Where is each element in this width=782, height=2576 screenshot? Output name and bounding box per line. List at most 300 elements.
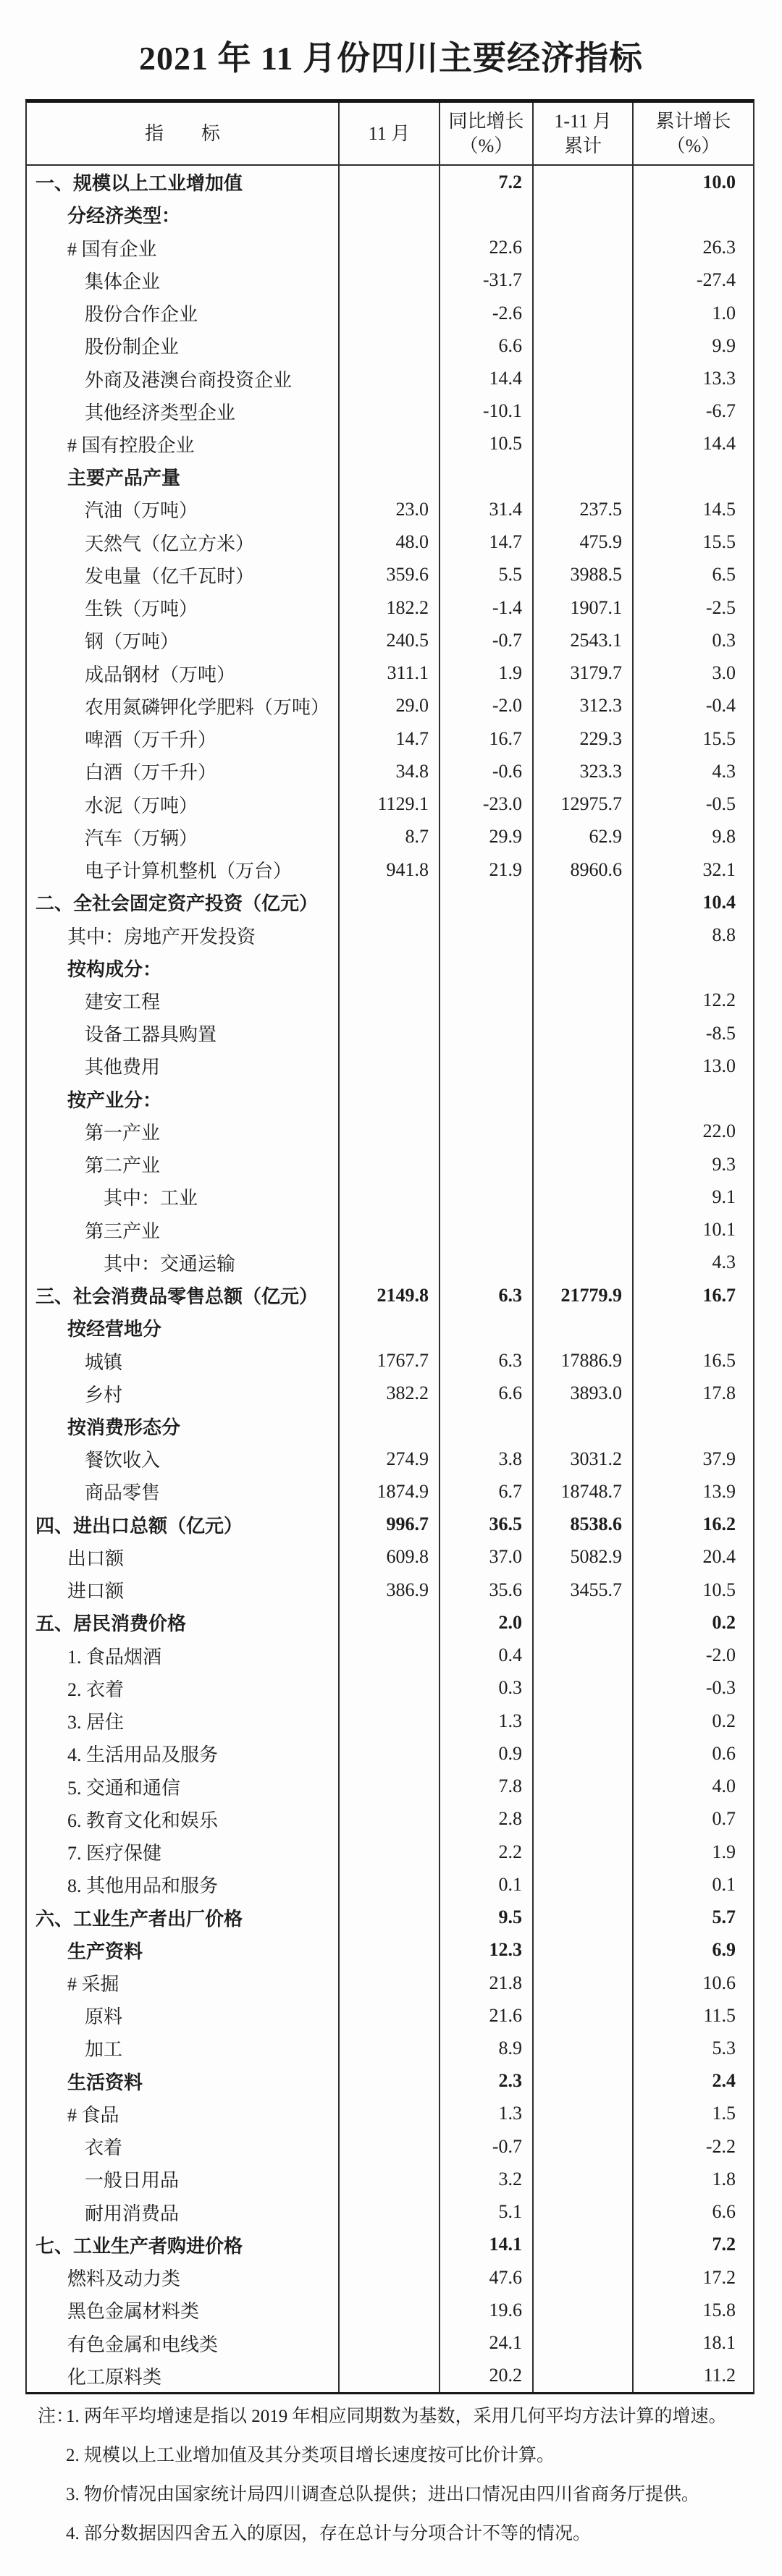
indicator-cell: 4. 生活用品及服务 [27, 1737, 340, 1770]
cumulative-value [534, 329, 634, 362]
table-row [27, 1999, 753, 2032]
cumulative-growth-value [634, 1312, 753, 1344]
yoy-growth-value: -2.0 [440, 690, 534, 722]
month-value [340, 2229, 440, 2261]
cumulative-growth-value: 12.2 [702, 989, 736, 1011]
indicator-cell: 生活资料 [27, 2065, 340, 2098]
month-value: 8.7 [340, 821, 440, 853]
cumulative-value: 312.3 [534, 690, 634, 722]
header-cumulative-line1: 1-11 月 [554, 110, 612, 132]
indicator-cell: # 国有企业 [27, 231, 340, 263]
yoy-growth-value: 0.3 [440, 1672, 534, 1705]
yoy-growth-value: 0.9 [440, 1737, 534, 1770]
indicator-cell: 钢（万吨） [27, 624, 340, 656]
header-indicator-label: 指 标 [144, 122, 220, 144]
cumulative-growth-value: -0.3 [705, 1677, 736, 1699]
yoy-growth-value: 14.4 [440, 362, 534, 394]
indicator-cell: 汽车（万辆） [27, 821, 340, 853]
cumulative-value [534, 1148, 634, 1181]
table-row [27, 1934, 753, 1967]
indicator-cell: 乡村 [27, 1377, 340, 1410]
table-row [27, 297, 753, 329]
indicator-cell: 按产业分： [27, 1083, 340, 1115]
month-value [340, 166, 440, 198]
table-row [27, 1639, 753, 1672]
table-row [27, 198, 753, 231]
month-value: 311.1 [340, 657, 440, 690]
month-value [340, 1639, 440, 1672]
table-row [27, 166, 753, 198]
table-body [27, 166, 753, 2392]
indicator-cell: 主要产品产量 [27, 460, 340, 493]
cumulative-growth-value: 4.3 [712, 1251, 736, 1273]
yoy-growth-value [440, 1214, 534, 1246]
cumulative-value [534, 1999, 634, 2032]
yoy-growth-value: 3.8 [440, 1443, 534, 1475]
cumulative-growth-value: 10.6 [702, 1972, 736, 1993]
yoy-growth-value: 21.8 [440, 1967, 534, 1999]
yoy-growth-value: 22.6 [440, 231, 534, 263]
month-value [340, 1148, 440, 1181]
cumulative-value: 323.3 [534, 755, 634, 787]
indicator-cell: 股份制企业 [27, 329, 340, 362]
month-value [340, 1115, 440, 1148]
indicator-cell: 出口额 [27, 1541, 340, 1574]
cumulative-growth-value: 32.1 [702, 858, 736, 880]
yoy-growth-value: 16.7 [440, 722, 534, 755]
table-row [27, 2360, 753, 2392]
cumulative-value [534, 1115, 634, 1148]
cumulative-value [534, 1770, 634, 1802]
table-row [27, 690, 753, 722]
cumulative-value [534, 2032, 634, 2064]
cumulative-value [534, 198, 634, 231]
cumulative-value [534, 1803, 634, 1836]
cumulative-value: 17886.9 [534, 1344, 634, 1377]
table-row [27, 657, 753, 690]
month-value [340, 1967, 440, 1999]
cumulative-growth-value: 9.8 [712, 826, 736, 848]
indicator-cell: 一般日用品 [27, 2163, 340, 2195]
yoy-growth-value: 3.2 [440, 2163, 534, 2195]
cumulative-growth-value: 0.6 [712, 1742, 736, 1764]
indicator-cell: 进口额 [27, 1574, 340, 1606]
note-item: 3. 物价情况由国家统计局四川调查总队提供；进出口情况由四川省商务厅提供。 [66, 2485, 700, 2504]
table-row [27, 1475, 753, 1508]
cumulative-value [534, 460, 634, 493]
month-value [340, 1672, 440, 1705]
cumulative-value [534, 886, 634, 919]
cumulative-growth-value: 20.4 [702, 1546, 736, 1568]
cumulative-growth-value: 15.5 [702, 727, 736, 749]
table-row [27, 853, 753, 886]
cumulative-growth-value: 2.4 [712, 2070, 736, 2092]
month-value: 609.8 [340, 1541, 440, 1574]
cumulative-value: 1907.1 [534, 591, 634, 624]
cumulative-value [534, 428, 634, 460]
indicator-cell: 成品钢材（万吨） [27, 657, 340, 690]
table-header-row [27, 103, 753, 166]
month-value [340, 2294, 440, 2326]
cumulative-growth-value [634, 1083, 753, 1115]
cumulative-value [534, 1737, 634, 1770]
indicator-cell: 生铁（万吨） [27, 591, 340, 624]
indicator-cell: 其中：工业 [27, 1181, 340, 1213]
month-value [340, 1246, 440, 1279]
month-value [340, 2261, 440, 2294]
cumulative-value [534, 1639, 634, 1672]
cumulative-growth-value: 9.3 [712, 1153, 736, 1175]
table-row [27, 755, 753, 787]
table-row [27, 2294, 753, 2326]
month-value: 48.0 [340, 526, 440, 559]
yoy-growth-value: -31.7 [440, 264, 534, 297]
cumulative-growth-value: -0.5 [705, 793, 736, 815]
cumulative-growth-value: 6.9 [712, 1939, 736, 1961]
table-row [27, 1443, 753, 1475]
cumulative-growth-value: 11.2 [703, 2365, 736, 2386]
table-row [27, 1868, 753, 1901]
month-value: 1767.7 [340, 1344, 440, 1377]
yoy-growth-value: 9.5 [440, 1901, 534, 1933]
month-value [340, 2326, 440, 2359]
cumulative-growth-value: 22.0 [702, 1120, 736, 1142]
yoy-growth-value: 2.3 [440, 2065, 534, 2098]
yoy-growth-value: -2.6 [440, 297, 534, 329]
yoy-growth-value: 24.1 [440, 2326, 534, 2359]
table-row [27, 722, 753, 755]
cumulative-value: 3988.5 [534, 559, 634, 591]
cumulative-value [534, 1672, 634, 1705]
indicator-cell: 原料 [27, 1999, 340, 2032]
month-value [340, 297, 440, 329]
table-row [27, 787, 753, 820]
table-row [27, 526, 753, 559]
table-row [27, 231, 753, 263]
indicator-cell: 发电量（亿千瓦时） [27, 559, 340, 591]
table-row [27, 1508, 753, 1541]
month-value [340, 1181, 440, 1213]
yoy-growth-value [440, 198, 534, 231]
yoy-growth-value: 2.0 [440, 1606, 534, 1639]
cumulative-value: 12975.7 [534, 787, 634, 820]
yoy-growth-value [440, 1312, 534, 1344]
cumulative-value: 3031.2 [534, 1443, 634, 1475]
yoy-growth-value [440, 1050, 534, 1082]
month-value: 359.6 [340, 559, 440, 591]
yoy-growth-value: 6.6 [440, 329, 534, 362]
cumulative-growth-value [634, 1410, 753, 1443]
month-value [340, 2196, 440, 2229]
table-row [27, 1737, 753, 1770]
indicator-cell: 三、社会消费品零售总额（亿元） [27, 1279, 340, 1312]
indicator-cell: 一、规模以上工业增加值 [27, 166, 340, 198]
header-month [340, 103, 440, 164]
month-value [340, 919, 440, 951]
table-row [27, 1344, 753, 1377]
yoy-growth-value: 2.8 [440, 1803, 534, 1836]
month-value: 240.5 [340, 624, 440, 656]
month-value [340, 1410, 440, 1443]
table-row [27, 2163, 753, 2195]
month-value [340, 395, 440, 428]
yoy-growth-value: 1.3 [440, 2098, 534, 2130]
month-value [340, 2032, 440, 2064]
table-row [27, 1901, 753, 1933]
yoy-growth-value: 14.7 [440, 526, 534, 559]
cumulative-growth-value: 0.1 [712, 1873, 736, 1895]
note-item: 2. 规模以上工业增加值及其分类项目增长速度按可比价计算。 [66, 2446, 555, 2465]
header-yoy-growth-line1: 同比增长 [448, 110, 524, 132]
indicator-cell: 按构成分： [27, 952, 340, 984]
indicator-cell: 5. 交通和通信 [27, 1770, 340, 1802]
table-row [27, 1017, 753, 1050]
yoy-growth-value: 21.9 [440, 853, 534, 886]
indicator-cell: 四、进出口总额（亿元） [27, 1508, 340, 1541]
month-value [340, 460, 440, 493]
cumulative-value [534, 297, 634, 329]
yoy-growth-value [440, 952, 534, 984]
yoy-growth-value: 0.4 [440, 1639, 534, 1672]
cumulative-growth-value: 0.7 [712, 1808, 736, 1830]
yoy-growth-value: 37.0 [440, 1541, 534, 1574]
indicator-cell: 第二产业 [27, 1148, 340, 1181]
yoy-growth-value [440, 919, 534, 951]
table-row [27, 821, 753, 853]
table-row [27, 2196, 753, 2229]
table-row [27, 624, 753, 656]
table-row [27, 2032, 753, 2064]
cumulative-growth-value: 15.8 [702, 2299, 736, 2320]
indicator-cell: 六、工业生产者出厂价格 [27, 1901, 340, 1933]
cumulative-value [534, 952, 634, 984]
indicator-cell: 燃料及动力类 [27, 2261, 340, 2294]
indicator-cell: 其中：交通运输 [27, 1246, 340, 1279]
cumulative-value: 229.3 [534, 722, 634, 755]
table-row [27, 1836, 753, 1868]
yoy-growth-value: -23.0 [440, 787, 534, 820]
month-value [340, 1214, 440, 1246]
month-value [340, 1017, 440, 1050]
month-value [340, 198, 440, 231]
month-value [340, 1934, 440, 1967]
table-row [27, 493, 753, 525]
yoy-growth-value [440, 1115, 534, 1148]
indicator-cell: 建安工程 [27, 984, 340, 1017]
cumulative-value: 18748.7 [534, 1475, 634, 1508]
cumulative-growth-value: 13.3 [702, 368, 736, 389]
table-row [27, 1050, 753, 1082]
table-row [27, 1312, 753, 1344]
month-value: 2149.8 [340, 1279, 440, 1312]
yoy-growth-value [440, 1017, 534, 1050]
cumulative-growth-value: 9.1 [712, 1186, 736, 1207]
cumulative-value [534, 166, 634, 198]
month-value: 29.0 [340, 690, 440, 722]
yoy-growth-value: -1.4 [440, 591, 534, 624]
header-cumulative-growth-line1: 累计增长 [655, 110, 731, 132]
cumulative-value [534, 1836, 634, 1868]
indicator-cell: # 食品 [27, 2098, 340, 2130]
table-row [27, 886, 753, 919]
month-value: 941.8 [340, 853, 440, 886]
header-month-label: 11 月 [368, 122, 411, 144]
yoy-growth-value [440, 1083, 534, 1115]
cumulative-growth-value: 15.5 [702, 531, 736, 553]
month-value: 386.9 [340, 1574, 440, 1606]
month-value [340, 362, 440, 394]
cumulative-growth-value: 7.2 [712, 2234, 736, 2255]
month-value [340, 2130, 440, 2163]
table-row [27, 362, 753, 394]
month-value: 382.2 [340, 1377, 440, 1410]
yoy-growth-value: 1.9 [440, 657, 534, 690]
yoy-growth-value: 14.1 [440, 2229, 534, 2261]
cumulative-growth-value: 10.0 [702, 171, 736, 193]
month-value [340, 2360, 440, 2392]
month-value: 23.0 [340, 493, 440, 525]
table-row [27, 460, 753, 493]
yoy-growth-value: 36.5 [440, 1508, 534, 1541]
cumulative-value [534, 362, 634, 394]
yoy-growth-value [440, 886, 534, 919]
cumulative-growth-value: 9.9 [712, 334, 736, 356]
cumulative-growth-value [634, 952, 753, 984]
indicator-cell: 汽油（万吨） [27, 493, 340, 525]
cumulative-value [534, 395, 634, 428]
header-yoy-growth [440, 103, 534, 164]
cumulative-value [534, 1181, 634, 1213]
table-row [27, 1770, 753, 1802]
table-row [27, 1541, 753, 1574]
yoy-growth-value [440, 1148, 534, 1181]
cumulative-value [534, 1705, 634, 1737]
indicator-cell: 按经营地分 [27, 1312, 340, 1344]
cumulative-growth-value: 0.3 [712, 629, 736, 651]
table-row [27, 1083, 753, 1115]
month-value [340, 2065, 440, 2098]
indicator-cell: 商品零售 [27, 1475, 340, 1508]
yoy-growth-value: -0.7 [440, 2130, 534, 2163]
month-value [340, 1803, 440, 1836]
cumulative-value: 5082.9 [534, 1541, 634, 1574]
table-row [27, 2130, 753, 2163]
page-title: 2021 年 11 月份四川主要经济指标 [139, 40, 643, 77]
cumulative-growth-value: 10.4 [702, 891, 736, 913]
table-row [27, 2065, 753, 2098]
yoy-growth-value: -0.7 [440, 624, 534, 656]
table-row [27, 1606, 753, 1639]
cumulative-value [534, 2261, 634, 2294]
indicator-cell: 3. 居住 [27, 1705, 340, 1737]
cumulative-growth-value: 5.3 [712, 2037, 736, 2058]
yoy-growth-value: -10.1 [440, 395, 534, 428]
cumulative-growth-value: -2.5 [705, 596, 736, 618]
indicator-cell: 天然气（亿立方米） [27, 526, 340, 559]
cumulative-growth-value: 13.9 [702, 1480, 736, 1502]
cumulative-value [534, 919, 634, 951]
month-value: 182.2 [340, 591, 440, 624]
indicator-cell: 衣着 [27, 2130, 340, 2163]
table-row [27, 1705, 753, 1737]
note-item: 1. 两年平均增速是指以 2019 年相应同期数为基数，采用几何平均方法计算的增速。 [66, 2407, 727, 2426]
yoy-growth-value: 1.3 [440, 1705, 534, 1737]
indicator-cell: 五、居民消费价格 [27, 1606, 340, 1639]
header-cumulative [534, 103, 634, 164]
month-value [340, 984, 440, 1017]
table-row [27, 1115, 753, 1148]
cumulative-growth-value: -6.7 [705, 400, 736, 422]
cumulative-growth-value: 14.4 [702, 433, 736, 455]
indicator-cell: 化工原料类 [27, 2360, 340, 2392]
cumulative-growth-value: 17.2 [702, 2266, 736, 2288]
table-row [27, 919, 753, 951]
yoy-growth-value: 7.2 [440, 166, 534, 198]
indicator-cell: 其中：房地产开发投资 [27, 919, 340, 951]
indicator-cell: 第一产业 [27, 1115, 340, 1148]
indicator-cell: 农用氮磷钾化学肥料（万吨） [27, 690, 340, 722]
cumulative-growth-value: 4.3 [712, 760, 736, 782]
cumulative-value: 8538.6 [534, 1508, 634, 1541]
yoy-growth-value: 6.3 [440, 1279, 534, 1312]
month-value [340, 2098, 440, 2130]
cumulative-growth-value: 16.5 [702, 1350, 736, 1372]
header-cumulative-growth [634, 103, 753, 164]
cumulative-value [534, 2294, 634, 2326]
indicator-cell: 加工 [27, 2032, 340, 2064]
cumulative-value [534, 231, 634, 263]
indicator-cell: 6. 教育文化和娱乐 [27, 1803, 340, 1836]
cumulative-growth-value: 37.9 [702, 1448, 736, 1469]
cumulative-value [534, 1050, 634, 1082]
cumulative-value [534, 1410, 634, 1443]
cumulative-growth-value: -2.2 [705, 2135, 736, 2157]
cumulative-value [534, 1901, 634, 1933]
indicator-cell: 7. 医疗保健 [27, 1836, 340, 1868]
header-indicator [27, 103, 340, 164]
month-value: 14.7 [340, 722, 440, 755]
indicator-cell: 集体企业 [27, 264, 340, 297]
table-row [27, 1246, 753, 1279]
cumulative-value [534, 1083, 634, 1115]
cumulative-value: 3893.0 [534, 1377, 634, 1410]
cumulative-value [534, 1214, 634, 1246]
cumulative-value: 237.5 [534, 493, 634, 525]
month-value [340, 231, 440, 263]
month-value [340, 952, 440, 984]
cumulative-value: 475.9 [534, 526, 634, 559]
yoy-growth-value: 6.3 [440, 1344, 534, 1377]
indicator-cell: 生产资料 [27, 1934, 340, 1967]
indicator-cell: 其他费用 [27, 1050, 340, 1082]
table-row [27, 559, 753, 591]
indicator-cell: 股份合作企业 [27, 297, 340, 329]
yoy-growth-value [440, 1410, 534, 1443]
cumulative-value: 3455.7 [534, 1574, 634, 1606]
month-value [340, 886, 440, 919]
cumulative-growth-value: -0.4 [705, 695, 736, 717]
yoy-growth-value [440, 984, 534, 1017]
month-value: 1129.1 [340, 787, 440, 820]
cumulative-value: 21779.9 [534, 1279, 634, 1312]
indicator-cell: 有色金属和电线类 [27, 2326, 340, 2359]
cumulative-value [534, 2229, 634, 2261]
indicator-cell: 外商及港澳台商投资企业 [27, 362, 340, 394]
cumulative-growth-value: 13.0 [702, 1055, 736, 1076]
cumulative-growth-value: -2.0 [705, 1644, 736, 1666]
cumulative-growth-value: 1.8 [712, 2168, 736, 2189]
yoy-growth-value [440, 1181, 534, 1213]
